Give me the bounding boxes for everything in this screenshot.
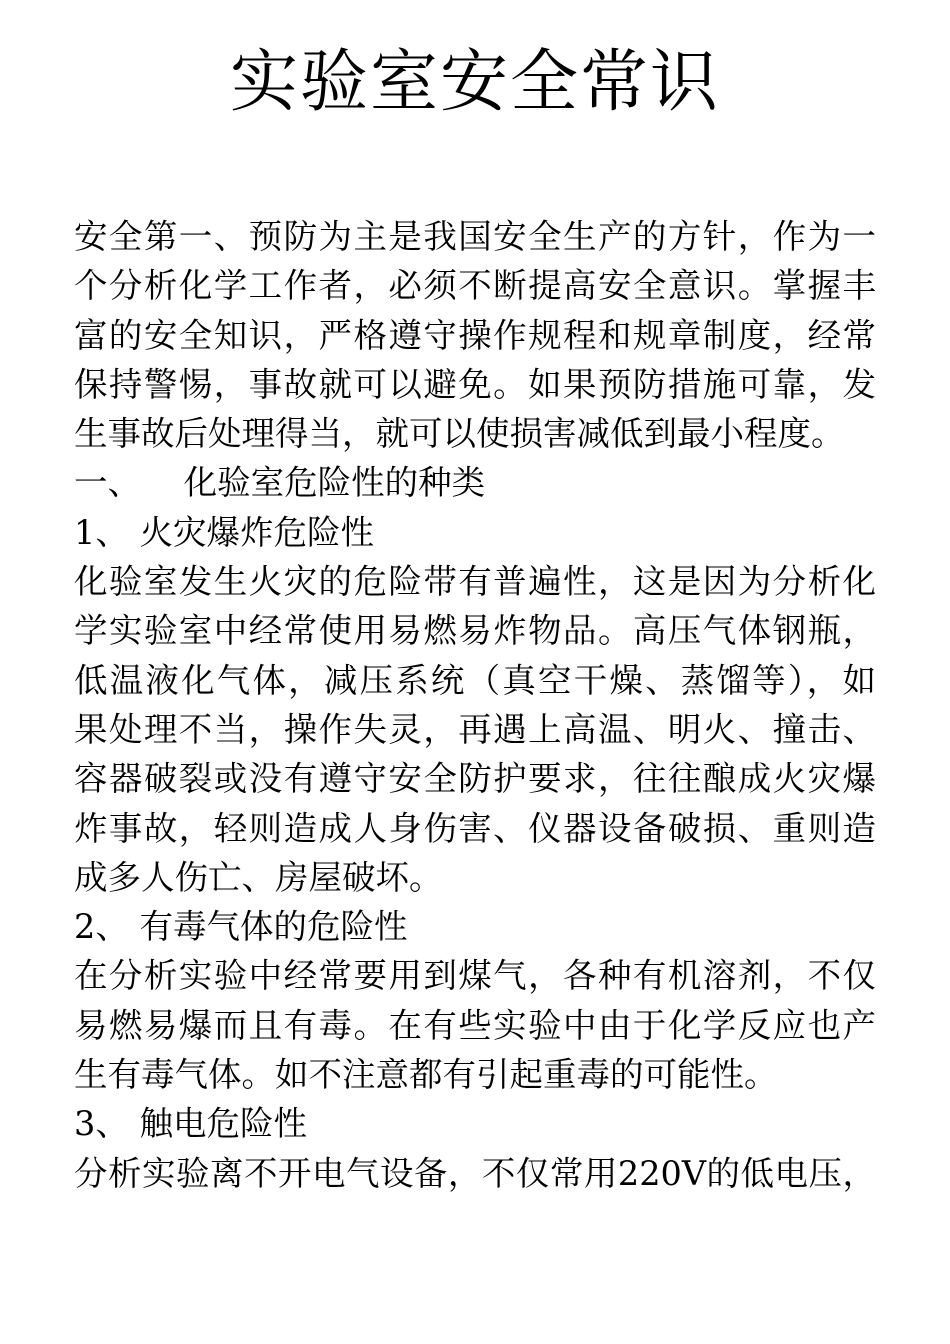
document-title: 实验室安全常识 bbox=[229, 43, 720, 122]
text-line: 成多人伤亡、房屋破坏。 bbox=[74, 857, 443, 897]
text-line: 容器破裂或没有遵守安全防护要求，往往酿成火灾爆 bbox=[74, 759, 876, 799]
subsection-heading-toxic-gas: 2、 有毒气体的危险性 bbox=[74, 907, 408, 947]
text-line: 学实验室中经常使用易燃易炸物品。高压气体钢瓶， bbox=[74, 611, 876, 651]
text-line: 易燃易爆而且有毒。在有些实验中由于化学反应也产 bbox=[74, 1005, 876, 1045]
text-line: 富的安全知识，严格遵守操作规程和规章制度，经常 bbox=[74, 315, 876, 355]
text-line: 炸事故，轻则造成人身伤害、仪器设备破损、重则造 bbox=[74, 808, 876, 848]
subsection-heading-fire: 1、 火灾爆炸危险性 bbox=[74, 512, 374, 552]
text-line: 在分析实验中经常要用到煤气，各种有机溶剂，不仅 bbox=[74, 956, 876, 996]
text-line: 果处理不当，操作失灵，再遇上高温、明火、撞击、 bbox=[74, 709, 876, 749]
text-line: 个分析化学工作者，必须不断提高安全意识。掌握丰 bbox=[74, 266, 876, 306]
text-line: 生事故后处理得当，就可以使损害减低到最小程度。 bbox=[74, 414, 845, 454]
text-line: 分析实验离不开电气设备，不仅常用220V的低电压， bbox=[74, 1153, 876, 1193]
subsection-heading-electric-shock: 3、 触电危险性 bbox=[74, 1104, 307, 1144]
document-body bbox=[74, 212, 876, 1198]
text-line: 低温液化气体，减压系统（真空干燥、蒸馏等），如 bbox=[74, 660, 876, 700]
text-line: 生有毒气体。如不注意都有引起重毒的可能性。 bbox=[74, 1055, 778, 1095]
text-line: 保持警惕，事故就可以避免。如果预防措施可靠，发 bbox=[74, 364, 876, 404]
text-line: 化验室发生火灾的危险带有普遍性，这是因为分析化 bbox=[74, 562, 876, 602]
text-line: 安全第一、预防为主是我国安全生产的方针，作为一 bbox=[74, 217, 876, 256]
section-heading: 一、 化验室危险性的种类 bbox=[74, 463, 486, 503]
